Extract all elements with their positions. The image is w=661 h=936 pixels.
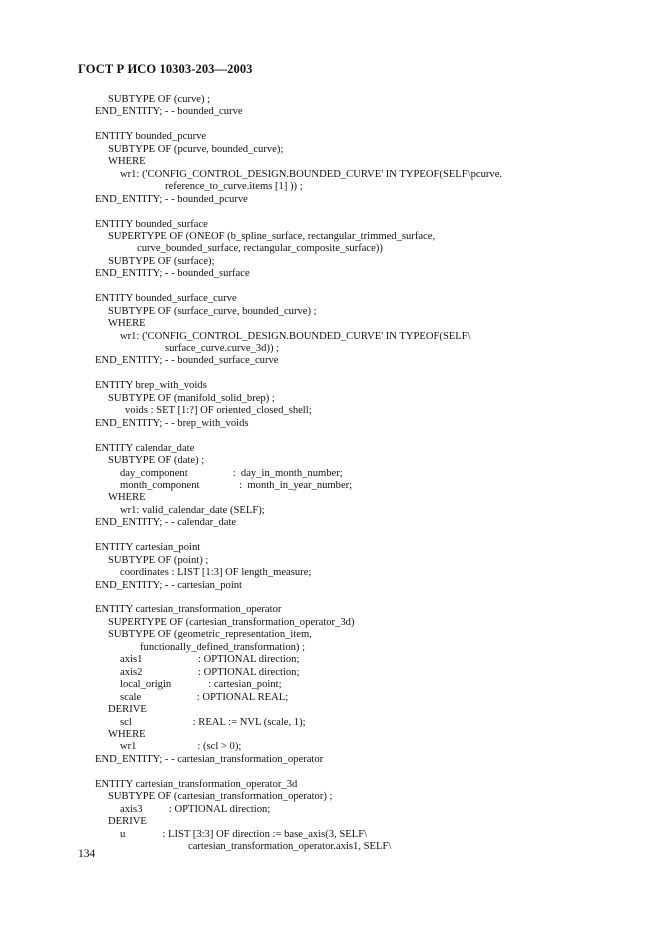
code-line: END_ENTITY; - - cartesian_transformation_operator (95, 753, 324, 765)
code-line: wr1: ('CONFIG_CONTROL_DESIGN.BOUNDED_CURVE' IN TYPEOF(SELF\pcurve. (120, 168, 503, 180)
code-line: cartesian_transformation_operator.axis1, SELF\ (188, 841, 392, 852)
code-line: END_ENTITY; - - bounded_pcurve (95, 193, 248, 205)
code-line: SUBTYPE OF (cartesian_transformation_operator) ; (108, 791, 333, 803)
code-line: DERIVE (108, 704, 147, 716)
code-line: curve_bounded_surface, rectangular_composite_surface)) (137, 243, 383, 255)
code-line: ENTITY cartesian_transformation_operator_3d (95, 778, 298, 790)
code-line: month_component : month_in_year_number; (120, 479, 353, 491)
code-line: WHERE (108, 728, 146, 740)
code-line: SUBTYPE OF (surface_curve, bounded_curve) ; (108, 305, 317, 317)
code-line: axis3 : OPTIONAL direction; (120, 803, 271, 815)
code-line: axis2 : OPTIONAL direction; (120, 666, 300, 678)
code-line: local_origin : cartesian_point; (120, 679, 282, 691)
code-line: SUBTYPE OF (date) ; (108, 455, 205, 467)
code-line: END_ENTITY; - - bounded_surface_curve (95, 355, 279, 367)
code-line: surface_curve.curve_3d)) ; (165, 343, 280, 354)
code-line: ENTITY bounded_pcurve (95, 131, 207, 143)
code-line: ENTITY brep_with_voids (95, 380, 207, 392)
page-number: 134 (78, 848, 96, 860)
code-line: SUBTYPE OF (manifold_solid_brep) ; (108, 392, 275, 404)
code-line: wr1: ('CONFIG_CONTROL_DESIGN.BOUNDED_CURVE' IN TYPEOF(SELF\ (120, 330, 471, 342)
code-line: reference_to_curve.items [1] )) ; (165, 181, 303, 193)
code-line: ENTITY cartesian_point (95, 542, 201, 554)
code-line: END_ENTITY; - - bounded_surface (95, 268, 250, 280)
code-line: scl : REAL := NVL (scale, 1); (120, 716, 306, 728)
code-line: ENTITY bounded_surface (95, 218, 208, 230)
code-line: functionally_defined_transformation) ; (140, 641, 306, 653)
code-line: END_ENTITY; - - brep_with_voids (95, 417, 249, 429)
code-line: END_ENTITY; - - bounded_curve (95, 106, 243, 118)
code-line: SUPERTYPE OF (ONEOF (b_spline_surface, rectangular_trimmed_surface, (108, 230, 436, 242)
code-line: scale : OPTIONAL REAL; (120, 691, 289, 703)
code-line: voids : SET [1:?] OF oriented_closed_shell; (125, 405, 312, 417)
code-line: SUPERTYPE OF (cartesian_transformation_operator_3d) (108, 616, 355, 628)
code-line: SUBTYPE OF (pcurve, bounded_curve); (108, 143, 284, 155)
code-line: DERIVE (108, 816, 147, 828)
code-line: wr1: valid_calendar_date (SELF); (120, 504, 265, 516)
code-line: axis1 : OPTIONAL direction; (120, 654, 300, 666)
code-line: WHERE (108, 318, 146, 330)
code-line: WHERE (108, 156, 146, 168)
code-line: ENTITY calendar_date (95, 442, 195, 454)
code-line: END_ENTITY; - - calendar_date (95, 517, 237, 529)
code-line: wr1 : (scl > 0); (120, 741, 242, 753)
code-line: WHERE (108, 492, 146, 504)
code-line: SUBTYPE OF (geometric_representation_item, (108, 629, 312, 641)
code-line: SUBTYPE OF (point) ; (108, 554, 209, 566)
code-line: day_component : day_in_month_number; (120, 467, 343, 479)
code-line: coordinates : LIST [1:3] OF length_measure; (120, 567, 312, 579)
code-line: u : LIST [3:3] OF direction := base_axis(3, SELF\ (120, 828, 368, 840)
code-line: SUBTYPE OF (curve) ; (108, 94, 211, 105)
code-line: END_ENTITY; - - cartesian_point (95, 579, 242, 591)
code-line: ENTITY cartesian_transformation_operator (95, 604, 282, 616)
page-header-title: ГОСТ Р ИСО 10303-203—2003 (78, 62, 253, 76)
code-line: ENTITY bounded_surface_curve (95, 293, 237, 305)
code-line: SUBTYPE OF (surface); (108, 255, 215, 267)
